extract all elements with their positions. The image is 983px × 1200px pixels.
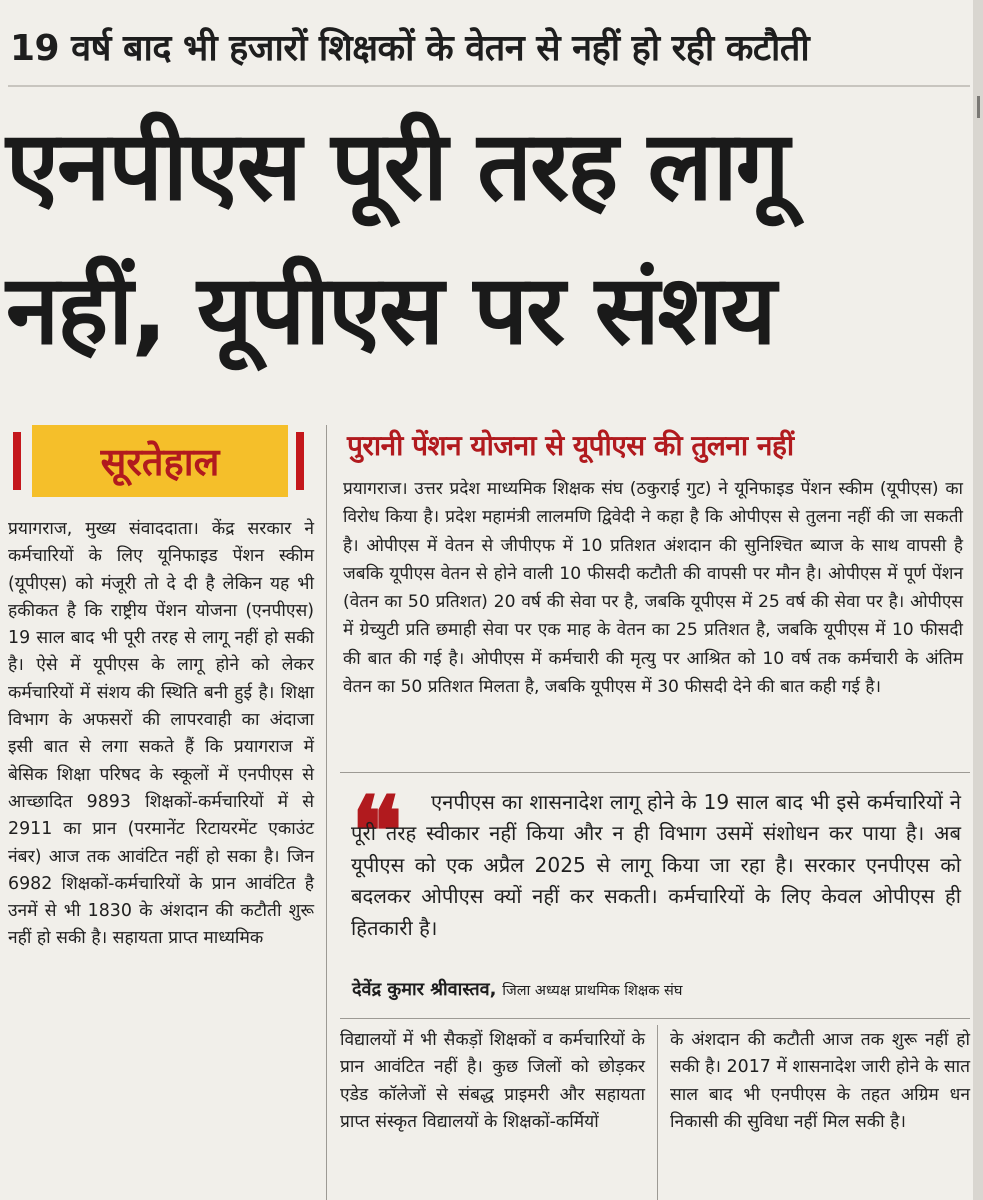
main-headline-line-1: एनपीएस पूरी तरह लागू [6, 110, 788, 222]
main-headline-line-2: नहीं, यूपीएस पर संशय [6, 254, 775, 366]
divider [340, 772, 970, 773]
column-divider [657, 1025, 658, 1200]
article-column-1: प्रयागराज, मुख्य संवाददाता। केंद्र सरकार ने कर्मचारियों के लिए यूनिफाइड पेंशन स्कीम (यूपीएस) को मंजूरी तो दे दी है लेकिन यह भी हकीकत है कि राष्ट्रीय पेंशन योजना (एनपीएस) 19 साल बाद भी पूरी तरह से लागू नहीं हो सकी है। ऐसे में यूपीएस के लागू होने को लेकर कर्मचारियों में संशय की स्थिति बनी हुई है। शिक्षा विभाग के अफसरों की लापरवाही का अंदाजा इसी बात से लगा सकते हैं कि प्रयागराज में बेसिक शिक्षा परिषद के स्कूलों में एनपीएस से आच्छादित 9893 शिक्षकों-कर्मचारियों में से 2911 का प्रान (परमानेंट रिटायरमेंट एकाउंट नंबर) आज तक आवंटित नहीं हो सका है। जिन 6982 शिक्षकों-कर्मचारियों के प्रान आवंटित है उनमें से भी 1830 के अंशदान की कटौती शुरू नहीं हो सकी है। सहायता प्राप्त माध्यमिक [8, 519, 314, 949]
sub-story-body: प्रयागराज। उत्तर प्रदेश माध्यमिक शिक्षक संघ (ठकुराई गुट) ने यूनिफाइड पेंशन स्कीम (यूपीएस) का विरोध किया है। प्रदेश महामंत्री लालमणि द्विवेदी ने कहा है कि ओपीएस से तुलना नहीं की जा सकती है। ओपीएस में वेतन से जीपीएफ में 10 प्रतिशत अंशदान की सुनिश्चित ब्याज के साथ वापसी है जबकि यूपीएस वेतन से होने वाली 10 फीसदी कटौती की वापसी पर मौन है। ओपीएस में पूर्ण पेंशन (वेतन का 50 प्रतिशत) 20 वर्ष की सेवा पर है, जबकि यूपीएस में 25 वर्ष की सेवा पर है। ओपीएस में ग्रेच्युटी प्रति छमाही सेवा पर एक माह के वेतन का 25 प्रतिशत है, जबकि यूपीएस में 10 फीसदी की बात की गई है। ओपीएस में कर्मचारी की मृत्यु पर आश्रित को 10 वर्ष तक कर्मचारी के अंतिम वेतन का 50 प्रतिशत मिलता है, जबकि यूपीएस में 30 फीसदी देने की बात कही गई है। [343, 479, 963, 698]
label-accent-right [296, 432, 304, 490]
article-column-4: के अंशदान की कटौती आज तक शुरू नहीं हो सकी है। 2017 में शासनादेश जारी होने के सात साल बाद भी एनपीएस के तहत अग्रिम धन निकासी की सुविधा नहीं मिल सकी है। [670, 1030, 970, 1132]
divider [340, 1018, 970, 1019]
kicker-headline: 19 वर्ष बाद भी हजारों शिक्षकों के वेतन से नहीं हो रही कटौती [10, 28, 810, 69]
quote-icon: ❝ [351, 775, 403, 888]
label-accent-left [13, 432, 21, 490]
column-divider [326, 425, 327, 1200]
scrollbar-thumb[interactable] [977, 96, 980, 118]
scrollbar[interactable] [973, 0, 983, 1200]
sub-story-title: पुरानी पेंशन योजना से यूपीएस की तुलना नहीं [347, 429, 794, 462]
divider [8, 85, 970, 87]
pull-quote-text: एनपीएस का शासनादेश लागू होने के 19 साल बाद भी इसे कर्मचारियों ने पूरी तरह स्वीकार नहीं किया और न ही विभाग उसमें संशोधन कर पाया है। अब यूपीएस को एक अप्रैल 2025 से लागू किया जा रहा है। सरकार एनपीएस को बदलकर ओपीएस क्यों नहीं कर सकती। कर्मचारियों के लिए केवल ओपीएस ही हितकारी है। [351, 790, 961, 940]
section-label-text: सूरतेहाल [100, 440, 220, 484]
section-label [32, 425, 288, 497]
quote-author: देवेंद्र कुमार श्रीवास्तव, [352, 979, 497, 1000]
quote-byline [352, 977, 682, 1001]
article-column-3: विद्यालयों में भी सैकड़ों शिक्षकों व कर्मचारियों के प्रान आवंटित नहीं है। कुछ जिलों को छोड़कर एडेड कॉलेजों से संबद्ध प्राइमरी और सहायता प्राप्त संस्कृत विद्यालयों के शिक्षकों-कर्मियों [340, 1030, 645, 1132]
quote-author-role: जिला अध्यक्ष प्राथमिक शिक्षक संघ [502, 983, 683, 999]
